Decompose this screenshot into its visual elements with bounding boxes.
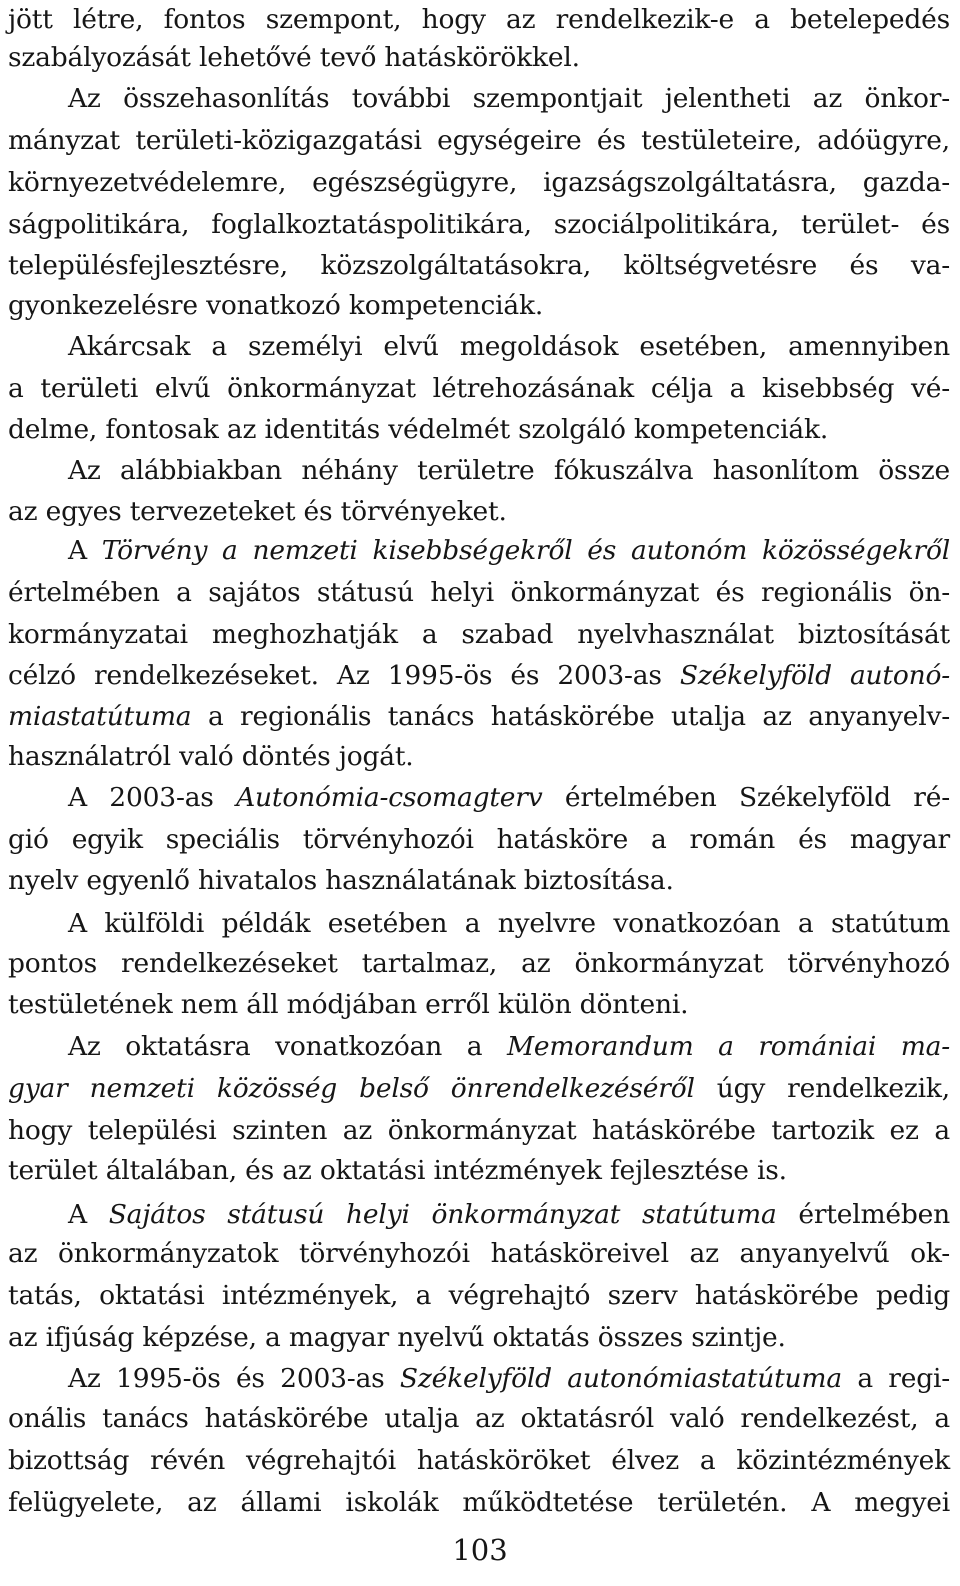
text-segment: hogy települési szinten az önkormányzat hatáskörébe tartozik ez a bbox=[8, 1115, 950, 1146]
text-segment: használatról való döntés jogát. bbox=[8, 741, 414, 772]
page-number: 103 bbox=[452, 1533, 508, 1567]
text-line bbox=[8, 861, 950, 901]
text-segment: A 2003-as bbox=[68, 782, 237, 813]
text-line bbox=[8, 1234, 950, 1274]
text-segment: a regionális tanács hatáskörébe utalja az anyanyelv- bbox=[191, 701, 950, 732]
text-line bbox=[8, 79, 950, 119]
text-segment: felügyelete, az állami iskolák működtetése területén. A megyei bbox=[8, 1487, 950, 1518]
text-segment: célzó rendelkezéseket. Az 1995-ös és 2003-as bbox=[8, 660, 680, 691]
text-segment: ságpolitikára, foglalkoztatáspolitikára, szociálpolitikára, terület- és bbox=[8, 209, 950, 240]
text-line bbox=[8, 1276, 950, 1316]
text-line bbox=[8, 944, 950, 984]
text-segment: tatás, oktatási intézmények, a végrehajtó szerv hatáskörébe pedig bbox=[8, 1280, 950, 1311]
text-line bbox=[8, 1399, 950, 1439]
text-segment: Az 1995-ös és 2003-as bbox=[68, 1363, 400, 1394]
text-segment: delme, fontosak az identitás védelmét szolgáló kompetenciák. bbox=[8, 414, 829, 445]
text-segment: gyonkezelésre vonatkozó kompetenciák. bbox=[8, 290, 544, 321]
text-segment: pontos rendelkezéseket tartalmaz, az önkormányzat törvényhozó bbox=[8, 948, 950, 979]
text-line bbox=[8, 1195, 950, 1235]
text-line bbox=[8, 451, 950, 491]
text-line bbox=[8, 327, 950, 367]
text-line bbox=[8, 573, 950, 613]
text-segment: onális tanács hatáskörébe utalja az oktatásról való rendelkezést, a bbox=[8, 1403, 950, 1434]
text-segment: A bbox=[68, 535, 102, 566]
text-line bbox=[8, 369, 950, 409]
italic-text: Sajátos státusú helyi önkormányzat statútuma bbox=[108, 1199, 777, 1230]
italic-text: Törvény a nemzeti kisebbségekről és autonóm közösségekről bbox=[101, 535, 950, 566]
text-segment: Az összehasonlítás további szempontjait jelentheti az önkor- bbox=[68, 83, 950, 114]
text-line bbox=[8, 985, 950, 1025]
text-segment: A külföldi példák esetében a nyelvre vonatkozóan a statútum bbox=[68, 908, 950, 939]
text-segment: az egyes tervezeteket és törvényeket. bbox=[8, 496, 507, 527]
text-segment: bizottság révén végrehajtói hatásköröket élvez a közintézmények bbox=[8, 1445, 950, 1476]
text-segment: a regi- bbox=[841, 1363, 951, 1394]
text-line bbox=[8, 163, 950, 203]
text-segment: úgy rendelkezik, bbox=[694, 1073, 950, 1104]
italic-text: Memorandum a romániai ma- bbox=[506, 1031, 950, 1062]
text-segment: az önkormányzatok törvényhozói hatásköreivel az anyanyelvű ok- bbox=[8, 1238, 950, 1269]
text-segment: értelmében Székelyföld ré- bbox=[542, 782, 951, 813]
text-line bbox=[8, 492, 950, 532]
text-segment: gió egyik speciális törvényhozói hatásköre a román és magyar bbox=[8, 824, 950, 855]
text-segment: az ifjúság képzése, a magyar nyelvű oktatás összes szintje. bbox=[8, 1322, 786, 1353]
text-segment: jött létre, fontos szempont, hogy az rendelkezik-e a betelepedés bbox=[8, 4, 950, 35]
text-line bbox=[8, 121, 950, 161]
text-segment: nyelv egyenlő hivatalos használatának biztosítása. bbox=[8, 865, 674, 896]
text-line bbox=[8, 1441, 950, 1481]
text-segment: kormányzatai meghozhatják a szabad nyelvhasználat biztosítását bbox=[8, 619, 950, 650]
text-line bbox=[8, 697, 950, 737]
text-line bbox=[8, 737, 950, 777]
text-segment: mányzat területi-közigazgatási egységeire és testületeire, adóügyre, bbox=[8, 125, 950, 156]
text-line bbox=[8, 531, 950, 571]
text-segment: a területi elvű önkormányzat létrehozásának célja a kisebbség vé- bbox=[8, 373, 950, 404]
text-line bbox=[8, 820, 950, 860]
text-segment: A bbox=[68, 1199, 109, 1230]
text-segment: településfejlesztésre, közszolgáltatásokra, költségvetésre és va- bbox=[8, 250, 950, 281]
text-line bbox=[8, 1069, 950, 1109]
text-line bbox=[8, 205, 950, 245]
text-line bbox=[8, 0, 950, 40]
text-line bbox=[8, 904, 950, 944]
text-segment: testületének nem áll módjában erről külön dönteni. bbox=[8, 989, 689, 1020]
text-line bbox=[8, 1359, 950, 1399]
text-segment: Az alábbiakban néhány területre fókuszálva hasonlítom össze bbox=[68, 455, 950, 486]
text-line bbox=[8, 1483, 950, 1523]
text-line bbox=[8, 1111, 950, 1151]
text-line bbox=[8, 246, 950, 286]
text-segment: értelmében bbox=[776, 1199, 951, 1230]
text-line bbox=[8, 656, 950, 696]
text-line bbox=[8, 778, 950, 818]
italic-text: Autonómia-csomagterv bbox=[236, 782, 543, 813]
text-segment: terület általában, és az oktatási intézmények fejlesztése is. bbox=[8, 1155, 787, 1186]
italic-text: miastatútuma bbox=[8, 701, 192, 732]
text-line bbox=[8, 1151, 950, 1191]
text-line bbox=[8, 1318, 950, 1358]
italic-text: Székelyföld autonó- bbox=[679, 660, 950, 691]
text-segment: Az oktatásra vonatkozóan a bbox=[68, 1031, 507, 1062]
text-line bbox=[8, 286, 950, 326]
italic-text: gyar nemzeti közösség belső önrendelkezéséről bbox=[8, 1073, 695, 1104]
text-segment: környezetvédelemre, egészségügyre, igazságszolgáltatásra, gazda- bbox=[8, 167, 950, 198]
text-segment: értelmében a sajátos státusú helyi önkormányzat és regionális ön- bbox=[8, 577, 950, 608]
text-segment: szabályozását lehetővé tevő hatáskörökkel. bbox=[8, 42, 580, 73]
italic-text: Székelyföld autonómiastatútuma bbox=[399, 1363, 842, 1394]
text-line bbox=[8, 615, 950, 655]
text-line bbox=[8, 38, 950, 78]
text-segment: Akárcsak a személyi elvű megoldások esetében, amennyiben bbox=[68, 331, 950, 362]
text-line bbox=[8, 410, 950, 450]
text-line bbox=[8, 1027, 950, 1067]
